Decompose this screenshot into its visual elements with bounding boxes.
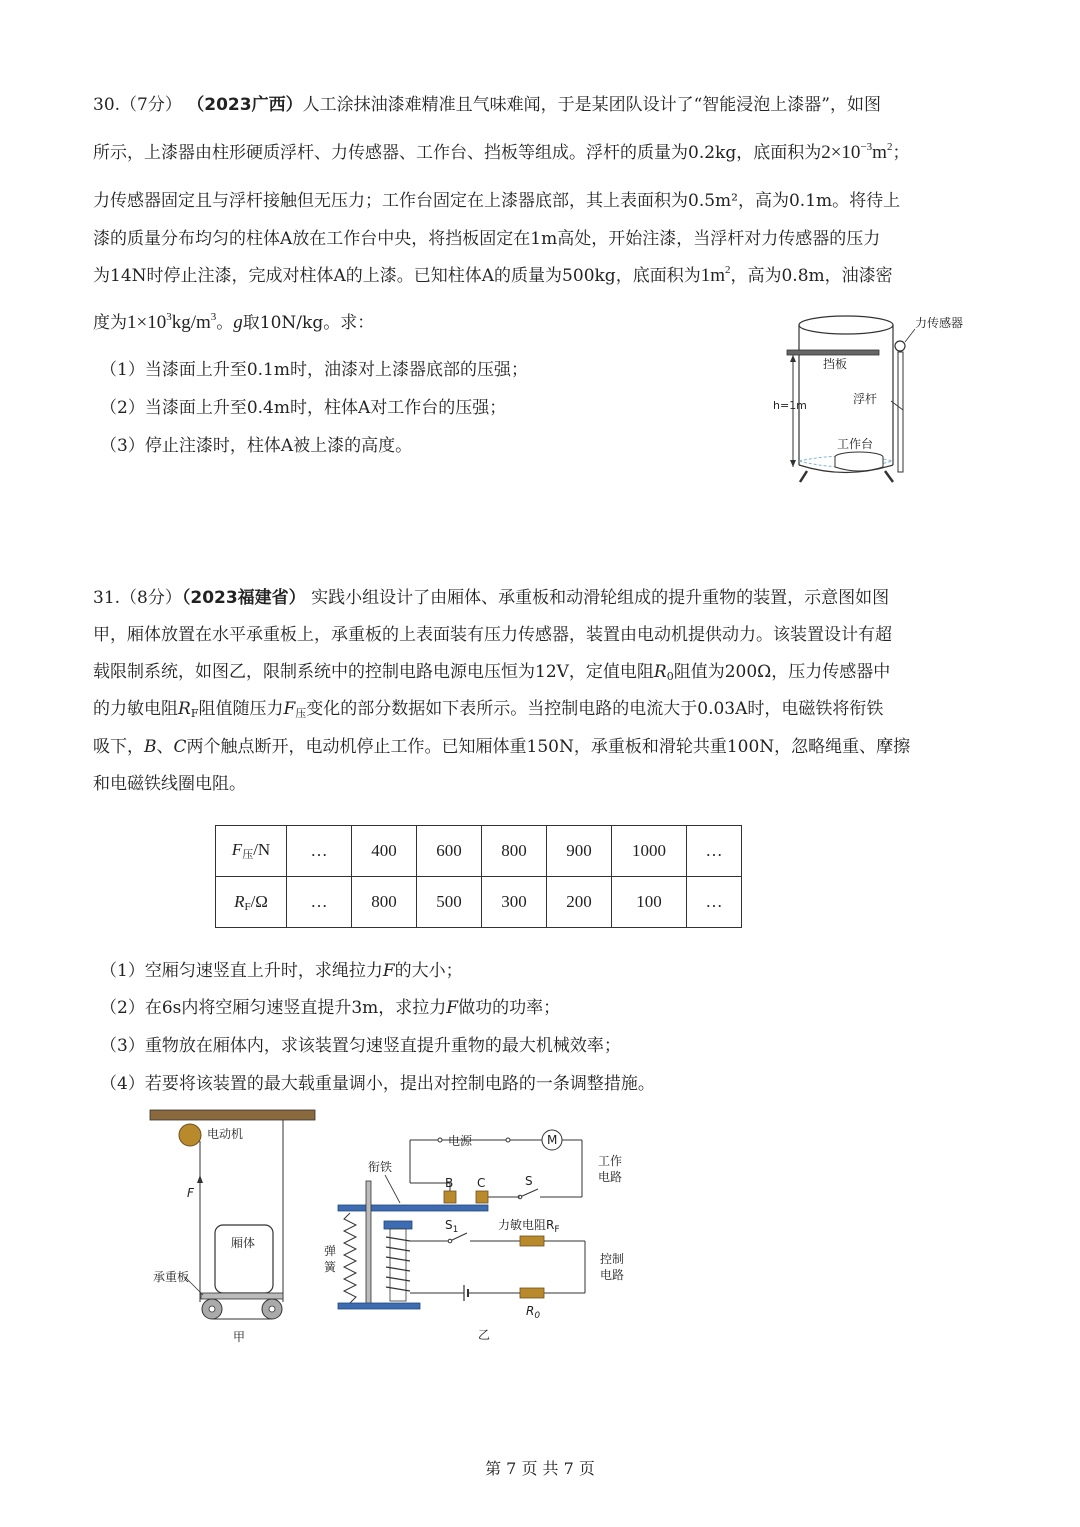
table-cell: 800 [352,877,417,928]
rf-label: 力敏电阻$R_F$ [498,1218,560,1235]
height-label: h=1m [773,399,807,412]
table-cell: 800 [482,826,547,877]
question-source: （2023广西） [187,95,303,115]
q31-sub-4: （4）若要将该装置的最大载重量调小，提出对控制电路的一条调整措施。 [100,1074,655,1094]
spring-label-2: 簧 [324,1260,337,1274]
force-arrow-head [197,1175,203,1183]
switch-s-blade [520,1189,538,1197]
q30-line-4: 漆的质量分布均匀的柱体A放在工作台中央，将挡板固定在1m高处，开始注漆，当浮杆对力传感器的压力 [93,229,881,249]
q30-line-2: 所示，上漆器由柱形硬质浮杆、力传感器、工作台、挡板等组成。浮杆的质量为0.2kg，底面积为$2\times 10^{-3}m^2$； [93,141,910,163]
caption-jia: 甲 [233,1330,246,1344]
power-terminal-left [438,1138,442,1142]
q30-sub-3: （3）停止注漆时，柱体A被上漆的高度。 [100,436,413,456]
q30-line-5: 为14N时停止注漆，完成对柱体A的上漆。已知柱体A的质量为500kg，底面积为$1m^2$，高为0.8m，油漆密 [93,264,893,286]
work-table-body [835,457,883,471]
base-plate [338,1303,420,1309]
armature-pointer [385,1175,400,1203]
table-header-resistance: $R_F/\Omega$ [216,877,287,928]
q31-line-6: 和电磁铁线圈电阻。 [93,774,246,794]
baffle-label: 挡板 [823,357,848,371]
table-cell: 900 [547,826,612,877]
spring [344,1213,356,1303]
height-arrow-top [790,355,796,362]
q30-line-6: 度为$1\times 10^3kg/m^3$。g取10N/kg。求： [93,311,375,333]
motor-icon [179,1124,201,1146]
contact-b [444,1191,456,1203]
switch-s1-label: $S_1$ [445,1218,459,1235]
paint-tank-figure [765,305,995,490]
force-label: F [187,1186,194,1200]
q31-sub-2: （2）在6s内将空厢匀速竖直提升3m，求拉力F做功的功率； [100,998,561,1018]
tank-leg-left [800,471,807,482]
control-label-2: 电路 [600,1268,625,1282]
q31-line-3: 载限制系统，如图乙，限制系统中的控制电路电源电压恒为12V，定值电阻$R_0$阻值为200Ω，压力传感器中 [93,662,891,683]
motor-label: 电动机 [207,1127,244,1141]
ceiling-beam [150,1110,315,1120]
work-label-2: 电路 [598,1170,623,1184]
spring-label-1: 弹 [324,1244,337,1258]
switch-s-label: S [525,1174,533,1188]
page-footer: 第 7 页 共 7 页 [485,1459,595,1478]
pulley-right-hub [269,1306,275,1312]
armature-label: 衔铁 [368,1160,393,1174]
box-label: 厢体 [231,1236,256,1250]
q30-line-3: 力传感器固定且与浮杆接触但无压力；工作台固定在上漆器底部，其上表面积为0.5m²，高为0.1m。将待上 [93,191,901,211]
pulley-left-hub [209,1306,215,1312]
q31-line-2: 甲，厢体放置在水平承重板上，承重板的上表面装有压力传感器，装置由电动机提供动力。该装置设计有超 [93,625,892,645]
table-cell: … [687,877,742,928]
armature [338,1205,488,1211]
r0-resistor [520,1288,544,1298]
rod-label: 浮杆 [853,392,878,406]
table-row [216,826,742,877]
rf-resistor [520,1236,544,1246]
q30-sub-1: （1）当漆面上升至0.1m时，油漆对上漆器底部的压强； [100,360,528,380]
question-number: 30.（7分） [93,95,188,115]
q31-line-1: 31.（8分）（2023福建省） 实践小组设计了由厢体、承重板和动滑轮组成的提升重物的装置，示意图如图 [93,588,890,608]
q31-sub-1: （1）空厢匀速竖直上升时，求绳拉力F的大小； [100,961,463,981]
motor-symbol: M [547,1133,558,1147]
electromagnet-top [384,1221,412,1229]
contact-c [476,1191,488,1203]
table-cell: 100 [612,877,687,928]
armature-pivot-post [366,1181,371,1305]
tank-top-rim [799,316,893,334]
control-label-1: 控制 [600,1252,625,1266]
question-number: 31.（8分） [93,588,182,608]
height-arrow-bottom [790,460,796,467]
table-header-force: $F_压/N$ [216,826,287,877]
tank-leg-right [885,471,893,482]
lift-device-figure [145,1105,325,1350]
table-cell: … [287,826,352,877]
q31-line-4: 的力敏电阻$R_F$阻值随压力$F_压$变化的部分数据如下表所示。当控制电路的电流大于0.03A时，电磁铁将衔铁 [93,699,884,720]
overload-circuit-figure [324,1125,640,1347]
r0-label: $R_0$ [526,1304,541,1321]
baffle [787,350,879,355]
table-cell: 200 [547,877,612,928]
q30-sub-2: （2）当漆面上升至0.4m时，柱体A对工作台的压强； [100,398,507,418]
q30-line-1: 30.（7分） （2023广西）人工涂抹油漆难精准且气味难闻，于是某团队设计了“智能浸泡上漆器”，如图 [93,95,881,115]
q31-line-5: 吸下，B、C两个触点断开，电动机停止工作。已知厢体重150N，承重板和滑轮共重100N，忽略绳重、摩擦 [93,737,911,757]
force-sensor [895,341,905,351]
sensor-label: 力传感器 [915,316,964,330]
table-cell: 500 [417,877,482,928]
float-rod [898,352,903,472]
contact-c-label: C [477,1176,486,1190]
question-source: （2023福建省） [181,588,306,608]
sensor-pointer [905,329,915,342]
caption-yi: 乙 [478,1328,491,1342]
table-row [216,877,742,928]
resistance-table [215,825,742,928]
q31-sub-3: （3）重物放在厢体内，求该装置匀速竖直提升重物的最大机械效率； [100,1036,621,1056]
power-label: 电源 [448,1134,473,1148]
plate-label: 承重板 [153,1270,190,1284]
table-cell: 400 [352,826,417,877]
table-cell: … [287,877,352,928]
contact-b-label: B [445,1176,454,1190]
power-terminal-right [506,1138,510,1142]
table-label: 工作台 [837,437,874,451]
work-label-1: 工作 [598,1154,623,1168]
table-cell: … [687,826,742,877]
switch-s1-pivot [448,1239,452,1243]
bearing-plate [201,1293,283,1299]
table-cell: 300 [482,877,547,928]
table-cell: 600 [417,826,482,877]
table-cell: 1000 [612,826,687,877]
